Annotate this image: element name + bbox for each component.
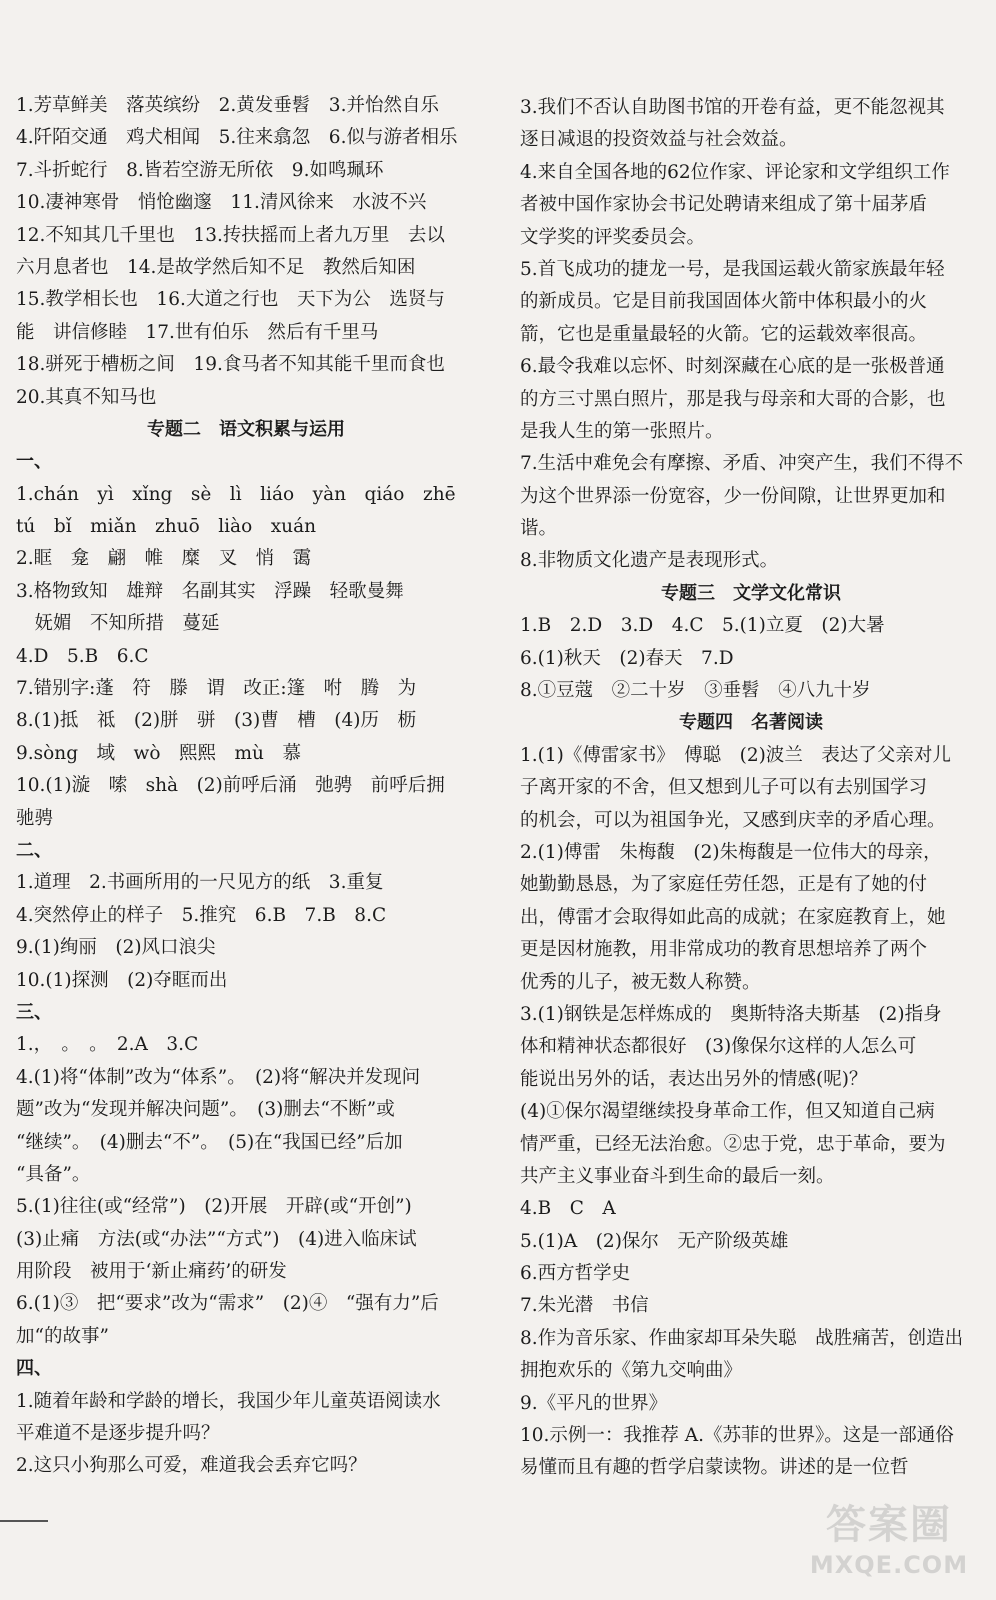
answer-line: 6.(1)秋天 (2)春天 7.D bbox=[520, 647, 734, 669]
answer-line: 3.我们不否认自助图书馆的开卷有益，更不能忽视其 bbox=[520, 97, 945, 118]
answer-line: 7.斗折蛇行 8.皆若空游无所依 9.如鸣珮环 bbox=[16, 159, 384, 181]
topic-heading: 专题四 名著阅读 bbox=[679, 712, 823, 734]
answer-line: 6.西方哲学史 bbox=[520, 1263, 631, 1285]
answer-line: 3.格物致知 雄辩 名副其实 浮躁 轻歌曼舞 bbox=[16, 580, 404, 602]
answer-line: 出，傅雷才会取得如此高的成就；在家庭教育上，她 bbox=[520, 906, 946, 928]
answer-line: 妩媚 不知所措 蔓延 bbox=[16, 613, 220, 635]
answer-line: 1.道理 2.书画所用的一尺见方的纸 3.重复 bbox=[16, 872, 384, 894]
answer-line: 6.最令我难以忘怀、时刻深藏在心底的是一张极普通 bbox=[520, 356, 945, 378]
answer-line: 题”改为“发现并解决问题”。 (3)删去“不断”或 bbox=[16, 1099, 395, 1121]
answer-line: 10.(1)探测 (2)夺眶而出 bbox=[16, 969, 228, 991]
answer-line: 4.阡陌交通 鸡犬相闻 5.往来翕忽 6.似与游者相乐 bbox=[16, 127, 458, 149]
answer-line: 8.①豆蔻 ②二十岁 ③垂髫 ④八九十岁 bbox=[520, 680, 871, 702]
answer-line: 1.(1)《傅雷家书》 傅聪 (2)波兰 表达了父亲对儿 bbox=[520, 744, 951, 766]
answer-line: 20.其真不知马也 bbox=[16, 386, 157, 408]
answer-line: 2.眶 龛 翩 帷 糜 叉 悄 霭 bbox=[16, 548, 312, 570]
page-corner-rule bbox=[0, 1520, 48, 1522]
answer-line: 6.(1)③ 把“要求”改为“需求” (2)④ “强有力”后 bbox=[16, 1293, 439, 1315]
answer-line: 子离开家的不舍，但又想到儿子可以有去别国学习 bbox=[520, 777, 928, 799]
answer-line: 9.(1)绚丽 (2)风口浪尖 bbox=[16, 937, 216, 959]
answer-line: 5.(1)A (2)保尔 无产阶级英雄 bbox=[520, 1230, 789, 1252]
answer-line: 情严重，已经无法治愈。②忠于党，忠于革命，要为 bbox=[520, 1133, 946, 1155]
answer-line: 用阶段 被用于‘新止痛药’的研发 bbox=[16, 1261, 287, 1283]
watermark-logo-text: 答案圈 bbox=[826, 1502, 952, 1548]
answer-line: 18.骈死于槽枥之间 19.食马者不知其能千里而食也 bbox=[16, 354, 445, 376]
right-answer-column bbox=[520, 92, 982, 1485]
answer-line: 能 讲信修睦 17.世有伯乐 然后有千里马 bbox=[16, 321, 379, 343]
answer-line: 2.这只小狗那么可爱，难道我会丢弃它吗？ bbox=[16, 1455, 367, 1477]
answer-line: 共产主义事业奋斗到生命的最后一刻。 bbox=[520, 1165, 835, 1187]
answer-line: 平难道不是逐步提升吗？ bbox=[16, 1423, 220, 1445]
answer-line: 8.非物质文化遗产是表现形式。 bbox=[520, 550, 779, 572]
section-number: 二、 bbox=[16, 839, 52, 861]
answer-line: 体和精神状态都很好 (3)像保尔这样的人怎么可 bbox=[520, 1036, 917, 1058]
answer-line: 1.随着年龄和学龄的增长，我国少年儿童英语阅读水 bbox=[16, 1390, 441, 1412]
answer-line: 7.生活中难免会有摩擦、矛盾、冲突产生，我们不得不 bbox=[520, 453, 964, 475]
answer-line: 的机会，可以为祖国争光，又感到庆幸的矛盾心理。 bbox=[520, 809, 946, 831]
answer-line: 12.不知其几千里也 13.抟扶摇而上者九万里 去以 bbox=[16, 224, 445, 246]
answer-line: 9.《平凡的世界》 bbox=[520, 1392, 668, 1414]
answer-line: 能说出另外的话，表达出另外的情感(呢)？ bbox=[520, 1068, 868, 1090]
answer-line: 4.(1)将“体制”改为“体系”。 (2)将“解决并发现问 bbox=[16, 1066, 421, 1088]
answer-line: 加“的故事” bbox=[16, 1325, 109, 1347]
answer-line: 8.(1)抵 祗 (2)胼 骈 (3)曹 槽 (4)历 枥 bbox=[16, 710, 416, 732]
answer-line: 为这个世界添一份宽容，少一份间隙，让世界更加和 bbox=[520, 485, 946, 507]
answer-line: 4.B C A bbox=[520, 1198, 616, 1220]
answer-line: 更是因材施教，用非常成功的教育思想培养了两个 bbox=[520, 939, 928, 961]
answer-line: 10.示例一：我推荐 A.《苏菲的世界》。这是一部通俗 bbox=[520, 1425, 954, 1447]
answer-line: 5.(1)往往(或“经常”) (2)开展 开辟(或“开创”) bbox=[16, 1196, 412, 1218]
answer-line: 4.D 5.B 6.C bbox=[16, 645, 149, 667]
answer-line: (3)止痛 方法(或“办法”“方式”) (4)进入临床试 bbox=[16, 1228, 417, 1250]
answer-line: 10.凄神寒骨 悄怆幽邃 11.清风徐来 水波不兴 bbox=[16, 192, 427, 214]
answer-line: 的方三寸黑白照片，那是我与母亲和大哥的合影，也 bbox=[520, 388, 946, 410]
section-number: 一、 bbox=[16, 451, 52, 473]
answer-line: 1.芳草鲜美 落英缤纷 2.黄发垂髫 3.并怡然自乐 bbox=[16, 95, 439, 116]
answer-line: 2.(1)傅雷 朱梅馥 (2)朱梅馥是一位伟大的母亲， bbox=[520, 841, 942, 863]
answer-line: 7.错别字:蓬 符 滕 谓 改正:篷 咐 腾 为 bbox=[16, 678, 417, 700]
section-number: 四、 bbox=[16, 1358, 52, 1380]
answer-line: 优秀的儿子，被无数人称赞。 bbox=[520, 971, 761, 993]
answer-line: 4.来自全国各地的62位作家、评论家和文学组织工作 bbox=[520, 161, 950, 183]
answer-line: 是我人生的第一张照片。 bbox=[520, 420, 724, 442]
answer-line: “继续”。 (4)删去“不”。 (5)在“我国已经”后加 bbox=[16, 1131, 403, 1153]
answer-line: 1.chán yì xǐng sè lì liáo yàn qiáo zhē bbox=[16, 483, 456, 505]
answer-line: 1.， 。 。 2.A 3.C bbox=[16, 1034, 199, 1056]
answer-line: 7.朱光潜 书信 bbox=[520, 1295, 649, 1317]
left-answer-column bbox=[16, 90, 476, 1483]
answer-line: (4)①保尔渴望继续投身革命工作，但又知道自己病 bbox=[520, 1101, 935, 1123]
answer-line: “具备”。 bbox=[16, 1163, 91, 1185]
answer-line: 者被中国作家协会书记处聘请来组成了第十届茅盾 bbox=[520, 194, 928, 216]
topic-heading: 专题三 文学文化常识 bbox=[661, 582, 841, 604]
answer-line: 驰骋 bbox=[16, 807, 54, 829]
answer-line: 六月息者也 14.是故学然后知不足 教然后知困 bbox=[16, 256, 416, 278]
answer-line: 8.作为音乐家、作曲家却耳朵失聪 战胜痛苦，创造出 bbox=[520, 1327, 964, 1349]
answer-line: 1.B 2.D 3.D 4.C 5.(1)立夏 (2)大暑 bbox=[520, 615, 885, 637]
answer-line: 3.(1)钢铁是怎样炼成的 奥斯特洛夫斯基 (2)指身 bbox=[520, 1003, 942, 1025]
answer-line: 拥抱欢乐的《第九交响曲》 bbox=[520, 1360, 743, 1382]
answer-line: 箭，它也是重量最轻的火箭。它的运载效率很高。 bbox=[520, 323, 928, 345]
topic-heading: 专题二 语文积累与运用 bbox=[147, 418, 345, 440]
answer-line: 的新成员。它是目前我国固体火箭中体积最小的火 bbox=[520, 291, 928, 313]
watermark-domain: MXQE.COM bbox=[809, 1551, 969, 1579]
answer-line: 易懂而且有趣的哲学启蒙读物。讲述的是一位哲 bbox=[520, 1457, 909, 1479]
answer-line: 逐日减退的投资效益与社会效益。 bbox=[520, 129, 798, 151]
answer-line: 15.教学相长也 16.大道之行也 天下为公 选贤与 bbox=[16, 289, 445, 311]
answer-line: 4.突然停止的样子 5.推究 6.B 7.B 8.C bbox=[16, 904, 387, 926]
answer-line: 5.首飞成功的捷龙一号，是我国运载火箭家族最年轻 bbox=[520, 258, 945, 280]
answer-line: 10.(1)漩 嗦 shà (2)前呼后涌 弛骋 前呼后拥 bbox=[16, 775, 445, 797]
answer-line: 谐。 bbox=[520, 518, 558, 540]
site-watermark bbox=[804, 1500, 974, 1592]
section-number: 三、 bbox=[16, 1001, 52, 1023]
answer-line: 她勤勤恳恳，为了家庭任劳任怨，正是有了她的付 bbox=[520, 874, 928, 896]
answer-line: 9.sòng 域 wò 熙熙 mù 慕 bbox=[16, 742, 301, 764]
answer-line: 文学奖的评奖委员会。 bbox=[520, 226, 706, 248]
answer-line: tú bǐ miǎn zhuō liào xuán bbox=[16, 516, 317, 538]
